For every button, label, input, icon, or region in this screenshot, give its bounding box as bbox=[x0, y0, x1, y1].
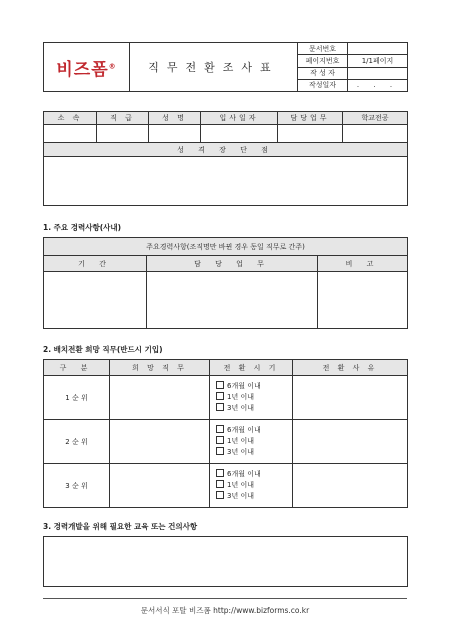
checkbox-option[interactable]: 6개월 이내 bbox=[216, 469, 292, 480]
checkbox-icon[interactable] bbox=[216, 469, 224, 477]
personal-info-table bbox=[43, 111, 408, 206]
transfer-reason-field[interactable] bbox=[293, 376, 408, 420]
desired-job-field[interactable] bbox=[110, 420, 210, 464]
career-table bbox=[43, 237, 408, 329]
col-major: 학교전공 bbox=[343, 112, 408, 125]
col-period: 기 간 bbox=[44, 256, 147, 272]
checkbox-option[interactable]: 3년 이내 bbox=[216, 403, 292, 414]
checkbox-icon[interactable] bbox=[216, 403, 224, 411]
checkbox-icon[interactable] bbox=[216, 491, 224, 499]
suggestions-field[interactable] bbox=[43, 536, 408, 587]
period-field[interactable] bbox=[44, 272, 147, 329]
col-hire-date: 입사일자 bbox=[201, 112, 278, 125]
checkbox-icon[interactable] bbox=[216, 436, 224, 444]
career-table-title: 주요경력사항(조직명만 바뀐 경우 동일 직무로 간주) bbox=[44, 238, 408, 256]
checkbox-option[interactable]: 3년 이내 bbox=[216, 491, 292, 502]
col-duty: 담당업무 bbox=[278, 112, 343, 125]
doc-number-label: 문서번호 bbox=[298, 43, 348, 55]
col-duties: 담 당 업 무 bbox=[147, 256, 318, 272]
rank-label: 2 순 위 bbox=[44, 420, 110, 464]
name-field[interactable] bbox=[149, 125, 201, 143]
checkbox-icon[interactable] bbox=[216, 381, 224, 389]
table-row bbox=[44, 376, 408, 420]
date-label: 작성일자 bbox=[298, 79, 348, 91]
page-number-value: 1/1페이지 bbox=[348, 55, 408, 67]
transfer-time-options bbox=[210, 376, 293, 420]
major-field[interactable] bbox=[343, 125, 408, 143]
page-number-label: 페이지번호 bbox=[298, 55, 348, 67]
author-label: 작 성 자 bbox=[298, 67, 348, 79]
transfer-time-options bbox=[210, 420, 293, 464]
checkbox-option[interactable]: 1년 이내 bbox=[216, 436, 292, 447]
author-value bbox=[348, 67, 408, 79]
checkbox-icon[interactable] bbox=[216, 480, 224, 488]
desired-job-field[interactable] bbox=[110, 464, 210, 508]
rank-label: 3 순 위 bbox=[44, 464, 110, 508]
rank-field[interactable] bbox=[97, 125, 149, 143]
transfer-reason-field[interactable] bbox=[293, 420, 408, 464]
transfer-time-options bbox=[210, 464, 293, 508]
col-category: 구 분 bbox=[44, 360, 110, 376]
checkbox-option[interactable]: 6개월 이내 bbox=[216, 425, 292, 436]
transfer-reason-field[interactable] bbox=[293, 464, 408, 508]
document-title: 직무전환조사표 bbox=[130, 43, 298, 92]
col-transfer-reason: 전 환 사 유 bbox=[293, 360, 408, 376]
footer-text: 문서서식 포탈 비즈폼 http://www.bizforms.co.kr bbox=[140, 606, 310, 615]
duty-field[interactable] bbox=[278, 125, 343, 143]
section2-heading: 2. 배치전환 희망 직무(반드시 기입) bbox=[43, 345, 163, 354]
strengths-field[interactable] bbox=[44, 157, 408, 206]
checkbox-option[interactable]: 1년 이내 bbox=[216, 480, 292, 491]
date-value: . . . bbox=[348, 79, 408, 91]
checkbox-option[interactable]: 3년 이내 bbox=[216, 447, 292, 458]
col-name: 성 명 bbox=[149, 112, 201, 125]
checkbox-icon[interactable] bbox=[216, 425, 224, 433]
col-rank: 직 급 bbox=[97, 112, 149, 125]
affiliation-field[interactable] bbox=[44, 125, 97, 143]
bizforms-logo: 비즈폼® bbox=[56, 59, 117, 80]
remarks-field[interactable] bbox=[318, 272, 408, 329]
footer-divider bbox=[43, 598, 407, 599]
duties-field[interactable] bbox=[147, 272, 318, 329]
desired-job-field[interactable] bbox=[110, 376, 210, 420]
checkbox-option[interactable]: 6개월 이내 bbox=[216, 381, 292, 392]
section1-heading: 1. 주요 경력사항(사내) bbox=[43, 223, 122, 232]
table-row bbox=[44, 464, 408, 508]
table-row bbox=[44, 420, 408, 464]
section3-heading: 3. 경력개발을 위해 필요한 교육 또는 건의사항 bbox=[43, 522, 198, 531]
col-desired-job: 희 망 직 무 bbox=[110, 360, 210, 376]
checkbox-icon[interactable] bbox=[216, 447, 224, 455]
checkbox-option[interactable]: 1년 이내 bbox=[216, 392, 292, 403]
rank-label: 1 순 위 bbox=[44, 376, 110, 420]
header-table bbox=[43, 42, 408, 92]
logo-cell bbox=[44, 43, 130, 92]
doc-number-value bbox=[348, 43, 408, 55]
hire-date-field[interactable] bbox=[201, 125, 278, 143]
col-affiliation: 소 속 bbox=[44, 112, 97, 125]
col-transfer-time: 전 환 시 기 bbox=[210, 360, 293, 376]
col-remarks: 비 고 bbox=[318, 256, 408, 272]
checkbox-icon[interactable] bbox=[216, 392, 224, 400]
strengths-label: 성 격 장 단 점 bbox=[44, 143, 408, 157]
transfer-table bbox=[43, 359, 408, 508]
